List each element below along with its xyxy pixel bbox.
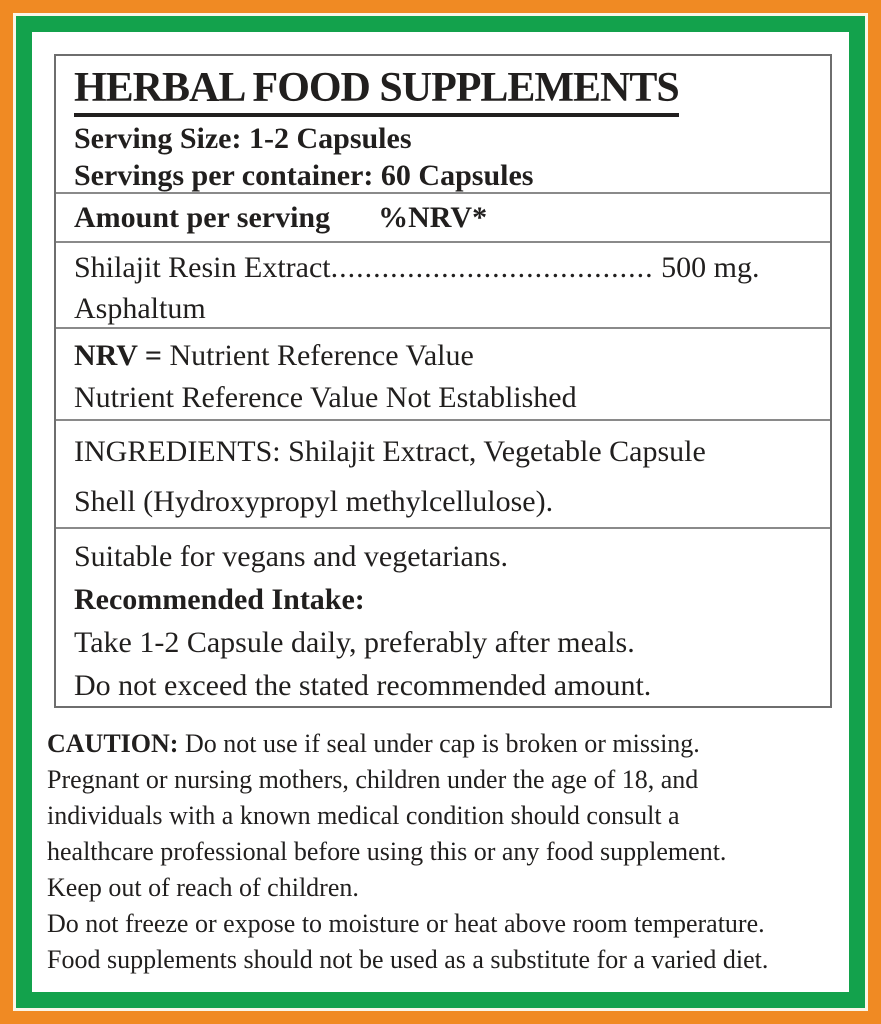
- caution-line: Pregnant or nursing mothers, children under the age of 18, and: [47, 765, 699, 794]
- nrv-not-established: Nutrient Reference Value Not Established: [74, 381, 577, 414]
- botanical-name: Asphaltum: [74, 292, 206, 325]
- ingredients-section: [56, 419, 830, 527]
- amount-header-row: [56, 192, 830, 241]
- usage-section: [56, 527, 830, 706]
- cream-frame: [13, 13, 868, 1011]
- caution-line: Do not freeze or expose to moisture or heat above room temperature.: [47, 909, 765, 938]
- active-ingredient-row: [56, 241, 830, 327]
- vegan-note: Suitable for vegans and vegetarians.: [74, 540, 509, 573]
- nrv-abbrev: NRV =: [74, 339, 162, 372]
- recommended-intake-heading: Recommended Intake:: [74, 583, 365, 616]
- caution-heading: CAUTION:: [47, 729, 179, 758]
- intake-line: Do not exceed the stated recommended amount.: [74, 669, 652, 702]
- active-ingredient-amount: 500 mg.: [653, 251, 760, 284]
- caution-first-line: [47, 726, 849, 762]
- caution-lines: [47, 762, 849, 978]
- caution-section: [47, 726, 849, 978]
- label-content: [32, 32, 849, 992]
- dot-leader: ......................................: [330, 251, 654, 284]
- active-ingredient-name: Shilajit Resin Extract: [74, 251, 331, 284]
- panel-title: [74, 62, 818, 117]
- amount-per-serving-header: Amount per serving: [74, 201, 331, 234]
- servings-per-container: Servings per container: 60 Capsules: [74, 159, 534, 192]
- caution-first-text: Do not use if seal under cap is broken or missing.: [178, 729, 700, 758]
- active-ingredient-line: [74, 247, 818, 288]
- panel-header-section: [56, 56, 830, 192]
- nrv-definition-line: [74, 335, 818, 377]
- serving-size: Serving Size: 1-2 Capsules: [74, 122, 412, 155]
- ingredients-line: Shell (Hydroxypropyl methylcellulose).: [74, 485, 554, 518]
- caution-line: Keep out of reach of children.: [47, 873, 359, 902]
- nrv-definition: Nutrient Reference Value: [162, 339, 474, 372]
- intake-line: Take 1-2 Capsule daily, preferably after meals.: [74, 626, 635, 659]
- green-frame: [16, 16, 865, 1008]
- usage-lines: [74, 621, 818, 707]
- ingredients-line: INGREDIENTS: Shilajit Extract, Vegetable Capsule: [74, 435, 706, 468]
- caution-line: Food supplements should not be used as a substitute for a varied diet.: [47, 945, 769, 974]
- supplement-facts-panel: [54, 54, 832, 708]
- nrv-header: %NRV*: [378, 201, 488, 234]
- caution-line: healthcare professional before using this or any food supplement.: [47, 837, 727, 866]
- nrv-note-section: [56, 327, 830, 419]
- caution-line: individuals with a known medical condition should consult a: [47, 801, 680, 830]
- panel-title-text: HERBAL FOOD SUPPLEMENTS: [74, 65, 679, 117]
